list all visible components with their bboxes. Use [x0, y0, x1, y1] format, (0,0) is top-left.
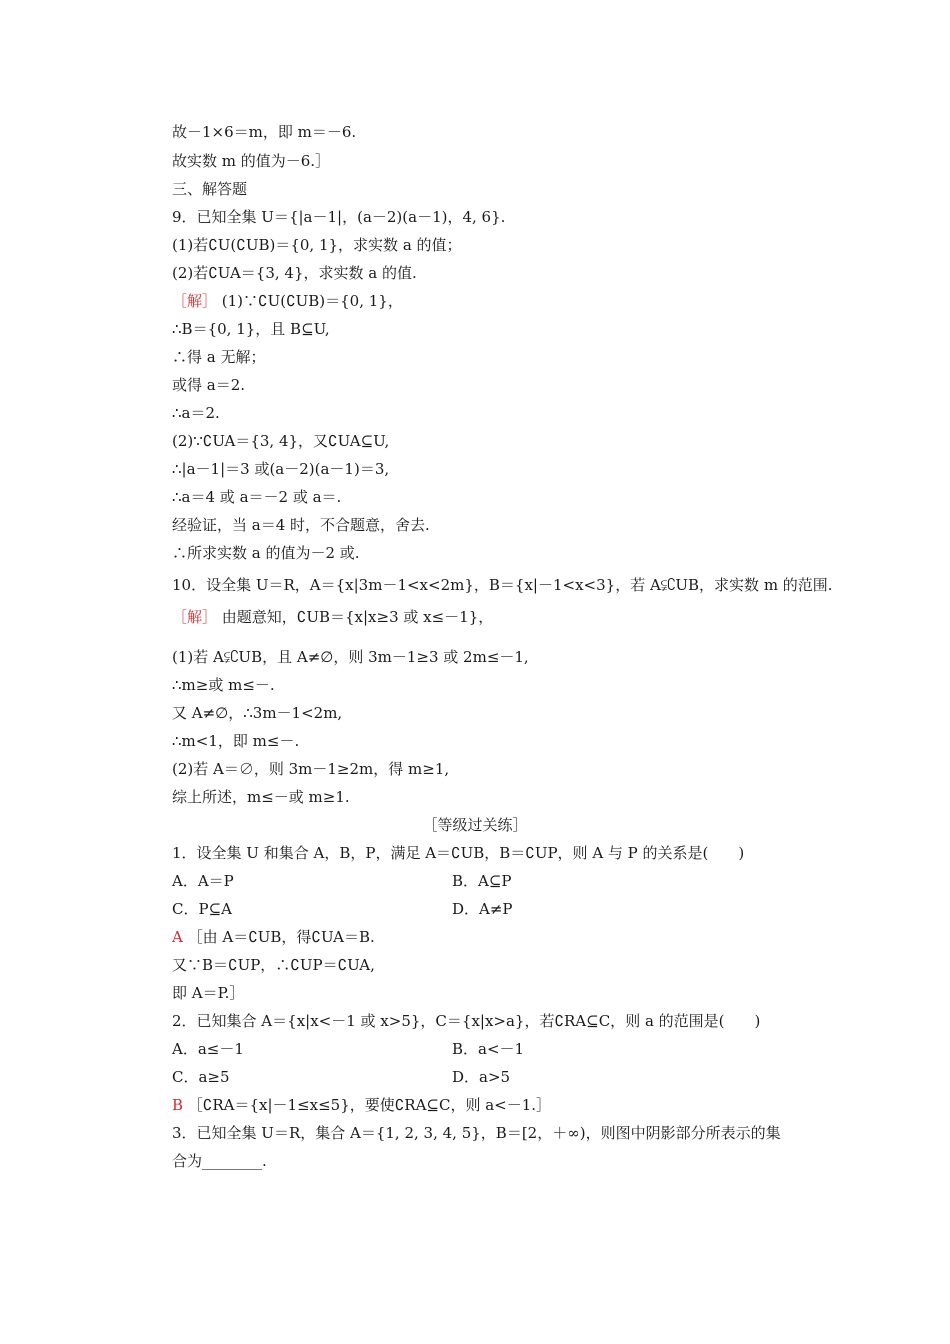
- q2-option-a: A．a≤－1: [172, 1040, 244, 1058]
- q3-stem-line-1: 3．已知全集 U＝R，集合 A＝{1, 2, 3, 4, 5}，B＝[2，＋∞)，则图中阴影部分所表示的集: [172, 1124, 781, 1142]
- line-text: 9．已知全集 U＝{|a－1|，(a－2)(a－1)，4, 6}.: [172, 208, 506, 226]
- q1-solution-text: ［由 A＝∁UB，得∁UA＝B.: [182, 928, 375, 946]
- line-text: 由题意知，∁UB＝{x|x≥3 或 x≤－1}，: [217, 608, 494, 626]
- line-text: (2)若∁UA＝{3, 4}，求实数 a 的值.: [172, 264, 417, 282]
- q1-solution-line-2: 又∵B＝∁UP，∴∁UP＝∁UA,: [172, 956, 375, 974]
- text-line: [172, 575, 833, 595]
- line-text: (1)∵∁U(∁UB)＝{0, 1}，: [217, 292, 403, 310]
- q2-option-b: B．a<－1: [452, 1040, 525, 1058]
- text-line: [172, 375, 245, 395]
- text-line: [172, 179, 247, 199]
- section-title: ［等级过关练］: [422, 816, 528, 834]
- q1-option-a: A．A＝P: [172, 872, 234, 890]
- text-line: [172, 607, 493, 627]
- q2-solution-text: ［∁RA＝{x|－1≤x≤5}，要使∁RA⊆C，则 a<－1.］: [183, 1096, 552, 1114]
- line-text: (2)若 A＝∅，则 3m－1≥2m，得 m≥1,: [172, 760, 450, 778]
- text-line: [172, 647, 529, 667]
- line-text: 故实数 m 的值为－6.］: [172, 152, 331, 170]
- text-line: [172, 703, 342, 723]
- solution-tag: ［解］: [172, 292, 218, 310]
- text-line: [172, 122, 356, 142]
- line-text: 又 A≠∅，∴3m－1<2m,: [172, 704, 343, 722]
- solution-tag: ［解］: [172, 608, 218, 626]
- line-text: ∴a＝2.: [172, 404, 220, 422]
- q2-option-d: D．a>5: [452, 1068, 511, 1086]
- text-line: [172, 543, 360, 563]
- line-text: 综上所述，m≤－或 m≥1.: [172, 788, 350, 806]
- q1-answer: A: [172, 928, 183, 946]
- text-line: [172, 515, 430, 535]
- q3-stem-line-2: 合为________.: [172, 1152, 267, 1170]
- text-line: [172, 235, 462, 255]
- q2-stem: 2．已知集合 A＝{x|x<－1 或 x>5}，C＝{x|x>a}，若∁RA⊆C，则 a 的范围是( ): [172, 1012, 761, 1030]
- text-line: [172, 347, 265, 367]
- q1-option-c: C．P⊆A: [172, 900, 232, 918]
- q2-solution-line: [172, 1095, 551, 1115]
- text-line: [172, 731, 299, 751]
- text-line: [172, 403, 220, 423]
- text-line: [172, 675, 275, 695]
- line-text: (2)∵∁UA＝{3, 4}，又∁UA⊆U,: [172, 432, 390, 450]
- text-line: [172, 151, 330, 171]
- q1-solution-line-1: [172, 927, 375, 947]
- q1-stem: 1．设全集 U 和集合 A，B，P，满足 A＝∁UB，B＝∁UP，则 A 与 P 的关系是( ): [172, 844, 745, 862]
- text-line: [172, 487, 341, 507]
- text-line: [172, 263, 417, 283]
- text-line: [172, 291, 403, 311]
- line-text: 经验证，当 a＝4 时，不合题意，舍去.: [172, 516, 430, 534]
- text-line: [172, 431, 389, 451]
- text-line: [172, 787, 350, 807]
- line-text: ∴得 a 无解；: [172, 348, 266, 366]
- line-text: ∴m<1，即 m≤－.: [172, 732, 300, 750]
- line-text: 10．设全集 U＝R，A＝{x|3m－1<x<2m}，B＝{x|－1<x<3}，若 A⫋∁UB，求实数 m 的范围.: [172, 576, 833, 594]
- line-text: ∴a＝4 或 a＝－2 或 a＝.: [172, 488, 342, 506]
- line-text: 三、解答题: [172, 180, 248, 198]
- line-text: 或得 a＝2.: [172, 376, 246, 394]
- line-text: ∴m≥或 m≤－.: [172, 676, 275, 694]
- text-line: [172, 207, 505, 227]
- q1-option-d: D．A≠P: [452, 900, 513, 918]
- q1-option-b: B．A⊆P: [452, 872, 512, 890]
- line-text: (1)若 A⫋∁UB，且 A≠∅，则 3m－1≥3 或 2m≤－1,: [172, 648, 529, 666]
- q2-answer: B: [172, 1096, 184, 1114]
- line-text: 故－1×6＝m，即 m＝－6.: [172, 123, 357, 141]
- q1-solution-line-3: 即 A＝P.］: [172, 984, 245, 1002]
- text-line: [172, 319, 330, 339]
- line-text: (1)若∁U(∁UB)＝{0, 1}，求实数 a 的值；: [172, 236, 462, 254]
- q2-option-c: C．a≥5: [172, 1068, 230, 1086]
- line-text: ∴所求实数 a 的值为－2 或.: [172, 544, 360, 562]
- line-text: ∴B＝{0, 1}，且 B⊆U,: [172, 320, 330, 338]
- text-line: [172, 459, 389, 479]
- line-text: ∴|a－1|＝3 或(a－2)(a－1)＝3,: [172, 460, 390, 478]
- text-line: [172, 759, 449, 779]
